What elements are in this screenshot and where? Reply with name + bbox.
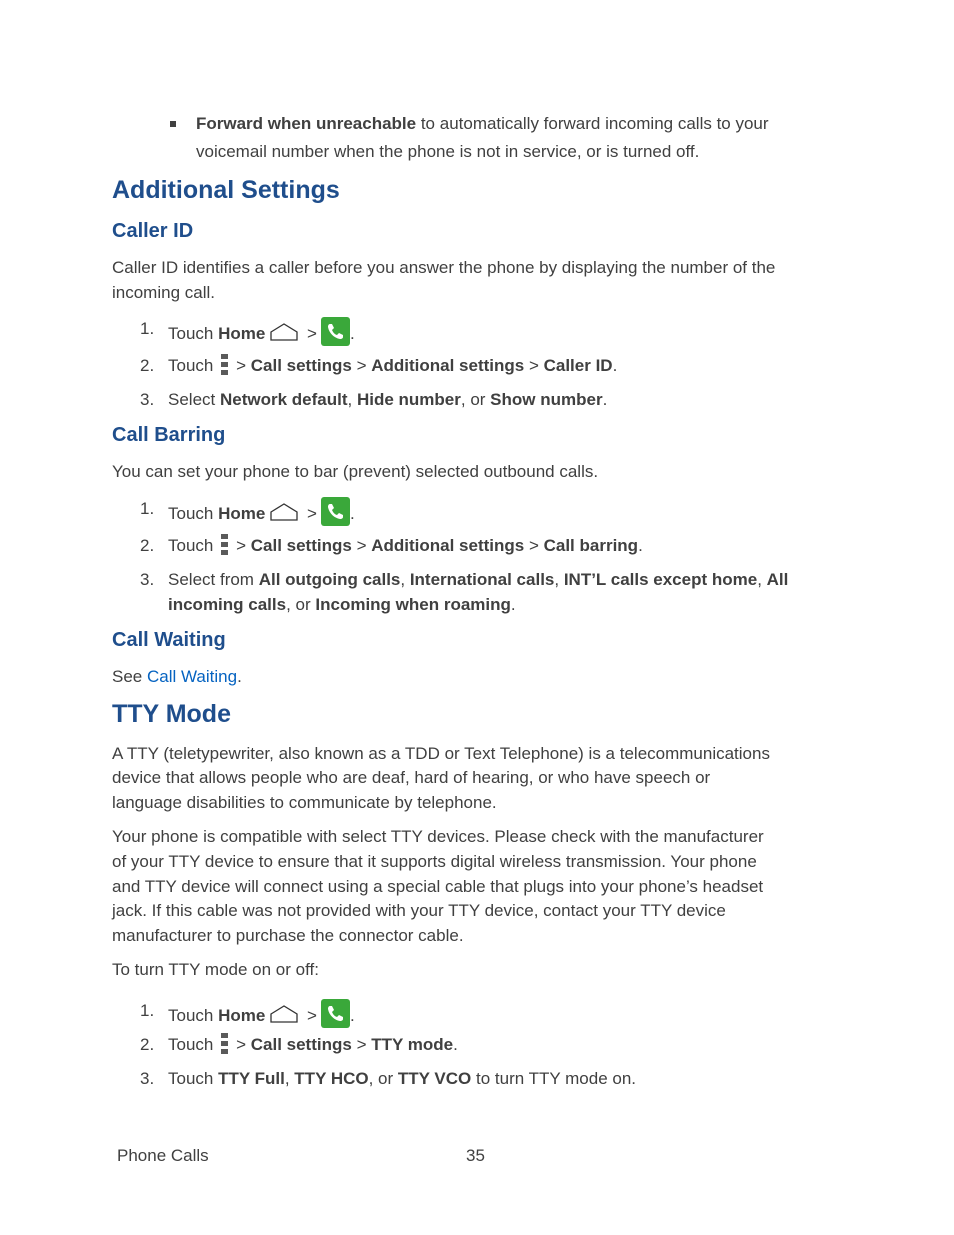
- heading-tty-mode: TTY Mode: [112, 700, 231, 728]
- step-number: 2.: [140, 356, 155, 375]
- call-barring-step3-cont: incoming calls, or Incoming when roaming.: [168, 595, 516, 614]
- call-barring-step2: Touch > Call settings > Additional settings > Call barring.: [168, 536, 643, 555]
- call-barring-step1: Touch Home > .: [168, 497, 355, 529]
- tty-step3: Touch TTY Full, TTY HCO, or TTY VCO to turn TTY mode on.: [168, 1069, 637, 1088]
- caller-id-intro-line1: Caller ID identifies a caller before you answer the phone by displaying the number of the: [112, 258, 776, 277]
- step-number: 3.: [140, 1069, 155, 1088]
- home-outline-icon: [269, 1004, 299, 1031]
- bullet-forward-unreachable: Forward when unreachable to automatically forward incoming calls to your: [196, 114, 769, 133]
- phone-app-icon: [321, 317, 350, 346]
- menu-dots-icon: [221, 354, 228, 376]
- call-barring-intro: You can set your phone to bar (prevent) selected outbound calls.: [112, 462, 599, 481]
- step-number: 1.: [140, 319, 155, 338]
- phone-app-icon: [321, 999, 350, 1028]
- tty-step2: Touch > Call settings > TTY mode.: [168, 1035, 458, 1054]
- heading-call-barring: Call Barring: [112, 424, 226, 446]
- tty-step1: Touch Home > .: [168, 999, 355, 1031]
- call-waiting-link[interactable]: Call Waiting: [146, 667, 238, 686]
- step-number: 2.: [140, 536, 155, 555]
- menu-dots-icon: [221, 534, 228, 556]
- tty-p2-line4: jack. If this cable was not provided with your TTY device, contact your TTY device: [112, 901, 726, 920]
- caller-id-step3: Select Network default, Hide number, or Show number.: [168, 390, 608, 409]
- heading-additional-settings: Additional Settings: [112, 176, 340, 204]
- tty-p3: To turn TTY mode on or off:: [112, 960, 319, 979]
- tty-p1-line3: language disabilities to communicate by telephone.: [112, 793, 497, 812]
- bullet-forward-unreachable-cont: voicemail number when the phone is not in service, or is turned off.: [196, 142, 700, 161]
- tty-p2-line1: Your phone is compatible with select TTY devices. Please check with the manufacturer: [112, 827, 764, 846]
- home-outline-icon: [269, 502, 299, 529]
- heading-caller-id: Caller ID: [112, 220, 194, 242]
- home-outline-icon: [269, 322, 299, 349]
- footer-page-number: 35: [466, 1146, 485, 1165]
- heading-call-waiting: Call Waiting: [112, 629, 226, 651]
- step-number: 2.: [140, 1035, 155, 1054]
- tty-p2-line5: manufacturer to purchase the connector cable.: [112, 926, 464, 945]
- step-number: 3.: [140, 390, 155, 409]
- caller-id-step1: Touch Home > .: [168, 317, 355, 349]
- call-waiting-see: See Call Waiting.: [112, 667, 242, 686]
- step-number: 1.: [140, 1001, 155, 1020]
- caller-id-step2: Touch > Call settings > Additional settings > Caller ID.: [168, 356, 618, 375]
- caller-id-intro-line2: incoming call.: [112, 283, 215, 302]
- call-barring-step3: Select from All outgoing calls, International calls, INT’L calls except home, All: [168, 570, 789, 589]
- menu-dots-icon: [221, 1033, 228, 1055]
- phone-app-icon: [321, 497, 350, 526]
- tty-p2-line2: of your TTY device to ensure that it supports digital wireless transmission. Your phone: [112, 852, 757, 871]
- tty-p2-line3: and TTY device will connect using a special cable that plugs into your phone’s headset: [112, 877, 764, 896]
- tty-p1-line2: device that allows people who are deaf, hard of hearing, or who have speech or: [112, 768, 711, 787]
- bullet-marker: [170, 121, 176, 127]
- step-number: 3.: [140, 570, 155, 589]
- tty-p1-line1: A TTY (teletypewriter, also known as a TDD or Text Telephone) is a telecommunications: [112, 744, 770, 763]
- footer-section-name: Phone Calls: [117, 1146, 209, 1165]
- step-number: 1.: [140, 499, 155, 518]
